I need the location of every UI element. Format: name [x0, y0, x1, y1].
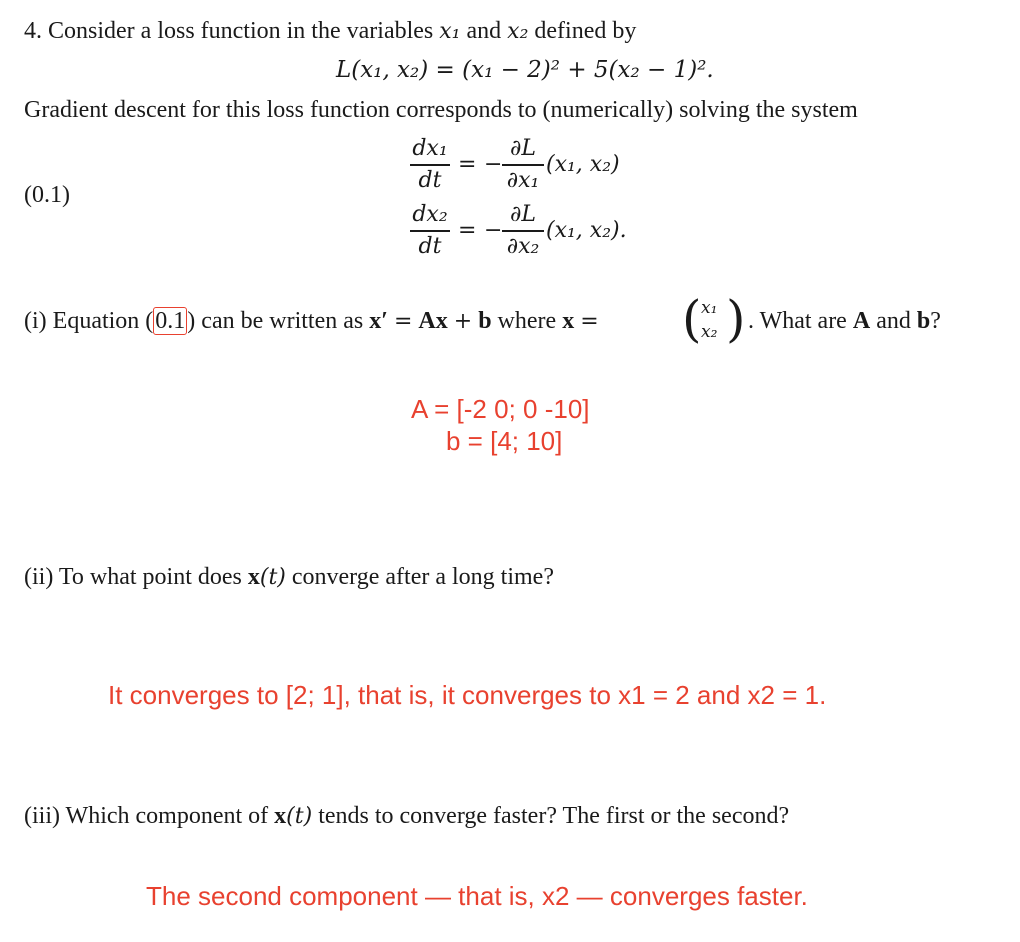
- question-3: [24, 803, 789, 830]
- vector-top: x₁: [701, 298, 718, 318]
- q2-post: converge after a long time?: [291, 564, 554, 590]
- eq2-minus: −: [484, 218, 503, 243]
- eq2-equals: =: [458, 218, 477, 243]
- q1-prefix: (i) Equation (: [24, 308, 154, 334]
- right-paren: ): [726, 290, 746, 348]
- eq2-lhs-bar: [410, 230, 450, 232]
- column-vector: [682, 290, 746, 350]
- q1-A2: A: [852, 308, 871, 334]
- problem-number: 4.: [24, 18, 42, 44]
- q1-eq: =: [393, 309, 413, 334]
- q2-t: (t): [259, 565, 286, 590]
- eq1-rhs-num: ∂L: [510, 136, 536, 161]
- question-1-suffix: [748, 308, 941, 335]
- q1-xprime: x′: [369, 308, 388, 334]
- q1-eq2: =: [580, 309, 599, 334]
- answer-2: It converges to [2; 1], that is, it converges to x1 = 2 and x2 = 1.: [108, 680, 827, 710]
- q1-suffix-pre: . What are: [748, 308, 847, 334]
- var-x1: x₁: [439, 19, 461, 44]
- eq2-rhs-num: ∂L: [510, 202, 536, 227]
- question-2: [24, 564, 554, 591]
- q1-b2: b: [916, 308, 931, 334]
- eq1-rhs-bar: [502, 164, 544, 166]
- eq2-rhs-bar: [502, 230, 544, 232]
- question-1: [24, 308, 599, 335]
- defined-by-text: defined by: [534, 18, 637, 44]
- equation-label: (0.1): [24, 182, 70, 208]
- eq1-lhs-num: dx₁: [412, 136, 448, 161]
- left-paren: (: [682, 290, 702, 348]
- equation-ref-link[interactable]: 0.1: [155, 308, 186, 334]
- q2-x: x: [247, 564, 260, 590]
- eq1-lhs-den: dt: [418, 167, 442, 193]
- eq1-lhs-bar: [410, 164, 450, 166]
- q1-where: where: [497, 308, 557, 334]
- gradient-descent-text: Gradient descent for this loss function corresponds to (numerically) solving the system: [24, 97, 858, 123]
- answer-A: A = [-2 0; 0 -10]: [411, 394, 590, 424]
- q1-plus: +: [453, 309, 473, 334]
- answer-b: b = [4; 10]: [446, 426, 563, 456]
- q1-and: and: [876, 308, 911, 334]
- eq2-lhs-den: dt: [418, 233, 442, 259]
- q1-b: b: [478, 308, 492, 334]
- var-x2: x₂: [507, 19, 529, 44]
- q3-t: (t): [286, 804, 313, 829]
- q1-x: x: [435, 308, 448, 334]
- q1-mid: ) can be written as: [187, 308, 364, 334]
- answer-3: The second component — that is, x2 — converges faster.: [146, 881, 808, 911]
- loss-function: L(x₁, x₂) = (x₁ − 2)² + 5(x₂ − 1)².: [336, 57, 714, 83]
- eq2-rhs-den: ∂x₂: [506, 233, 540, 259]
- q1-qmark: ?: [930, 308, 941, 334]
- and-text: and: [466, 18, 502, 44]
- q3-pre: (iii) Which component of: [24, 803, 269, 829]
- q3-x: x: [274, 803, 287, 829]
- problem-intro-line: [24, 18, 636, 45]
- q2-pre: (ii) To what point does: [24, 564, 242, 590]
- eq1-equals: =: [458, 152, 477, 177]
- vector-bottom: x₂: [701, 322, 718, 342]
- eq1-args: (x₁, x₂): [546, 152, 620, 177]
- eq2-lhs-fraction: [410, 202, 450, 260]
- q1-A: A: [418, 308, 436, 334]
- problem-intro-text: Consider a loss function in the variables: [48, 18, 434, 44]
- eq2-args: (x₁, x₂).: [546, 218, 627, 243]
- q3-post: tends to converge faster? The first or the second?: [318, 803, 790, 829]
- eq1-lhs-fraction: [410, 136, 450, 194]
- q1-x-def: x: [562, 308, 575, 334]
- eq2-rhs-fraction: [502, 202, 544, 260]
- eq1-rhs-den: ∂x₁: [506, 167, 540, 193]
- eq1-rhs-fraction: [502, 136, 544, 194]
- eq2-lhs-num: dx₂: [412, 202, 448, 227]
- eq1-minus: −: [484, 152, 503, 177]
